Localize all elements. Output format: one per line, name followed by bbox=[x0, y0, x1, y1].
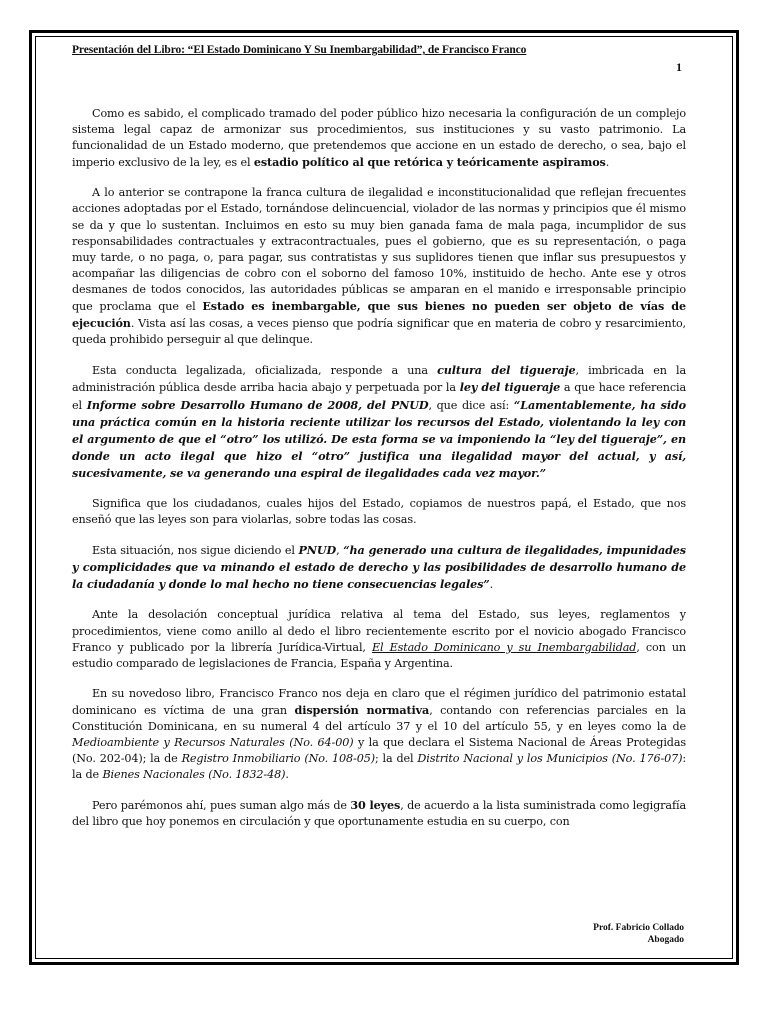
text-span: . bbox=[605, 156, 610, 170]
italic-text: Registro Inmobiliario (No. 108-05) bbox=[181, 752, 375, 766]
text-span: , de acuerdo a la lista suministrada como legigrafía del libro que hoy ponemos en circulación y que oportunamente estudia en su cuerpo, con bbox=[72, 799, 686, 829]
bold-italic-text: ley del tigueraje bbox=[459, 380, 561, 395]
text-span: a que hace referencia el bbox=[72, 381, 686, 412]
text-span: , bbox=[336, 544, 344, 558]
text-span: Esta situación, nos sigue diciendo el bbox=[92, 544, 299, 558]
paragraph-3 bbox=[72, 362, 686, 482]
text-span: . Vista así las cosas, a veces pienso que podría significar que en materia de cobro y resarcimiento, queda prohibido perseguir al que delinque. bbox=[72, 317, 686, 347]
text-span: y la que declara el Sistema Nacional de Áreas Protegidas (No. 202-04); la de bbox=[72, 736, 686, 766]
document-body bbox=[72, 106, 686, 845]
text-span: Ante la desolación conceptual jurídica relativa al tema del Estado, sus leyes, reglamentos y procedimientos, viene como anillo al dedo el libro recientemente escrito por el novicio abogado Francisco Franco y publicado por la librería Jurídica-Virtual, bbox=[72, 608, 686, 654]
signature-block bbox=[593, 922, 684, 946]
paragraph-8 bbox=[72, 797, 686, 830]
bold-text: dispersión normativa bbox=[294, 702, 430, 717]
paragraph-5 bbox=[72, 542, 686, 593]
text-span: Pero parémonos ahí, pues suman algo más de bbox=[92, 799, 351, 813]
quote-text: “ha generado una cultura de ilegalidades, impunidades y complicidades que va minando el estado de derecho y las posibilidades de desarrollo humano de la ciudadanía y donde lo mal hecho no tiene consecuencias legales” bbox=[72, 543, 686, 592]
text-span: Como es sabido, el complicado tramado del poder público hizo necesaria la configuración de un complejo sistema legal capaz de armonizar sus procedimientos, sus instituciones y su vasto patrimonio. La funcionalidad de un Estado moderno, que pretendemos que accione en un estado de derecho, o sea, bajo el imperio exclusivo de la ley, es el bbox=[72, 107, 686, 170]
text-span: . bbox=[489, 578, 494, 592]
bold-text: 30 leyes bbox=[350, 798, 401, 813]
page-number: 1 bbox=[676, 60, 682, 74]
text-span: , contando con referencias parciales en la Constitución Dominicana, en su numeral 4 del artículo 37 y el 10 del artículo 55, y en leyes como la de bbox=[72, 703, 686, 733]
italic-text: Medioambiente y Recursos Naturales (No. 64-00) bbox=[72, 736, 354, 750]
book-title: El Estado Dominicano y su Inembargabilidad bbox=[371, 640, 637, 654]
document-header: Presentación del Libro: “El Estado Dominicano Y Su Inembargabilidad”, de Francisco Franco bbox=[72, 44, 527, 56]
paragraph-7 bbox=[72, 686, 686, 784]
text-span: En su novedoso libro, Francisco Franco nos deja en claro que el régimen jurídico del patrimonio estatal dominicano es víctima de una gran bbox=[72, 686, 686, 717]
bold-italic-text: Informe sobre Desarrollo Humano de 2008, del PNUD bbox=[86, 397, 429, 412]
text-span: , imbricada en la administración pública desde arriba hacia abajo y perpetuada por la bbox=[72, 364, 686, 395]
bold-italic-text: PNUD bbox=[298, 543, 337, 558]
text-span: ; la del bbox=[374, 752, 418, 766]
text-span: . bbox=[285, 768, 289, 782]
text-span: Esta conducta legalizada, oficializada, responde a una bbox=[92, 364, 438, 378]
italic-text: Bienes Nacionales (No. 1832-48) bbox=[102, 768, 286, 782]
text-span: A lo anterior se contrapone la franca cultura de ilegalidad e inconstitucionalidad que reflejan frecuentes acciones adoptadas por el Estado, tornándose delincuencial, violador de las normas y principios que él mismo se da y que lo sustentan. Incluimos en esto su muy bien ganada fama de mala paga, incumplidor de sus responsabilidades contractuales y extracontractuales, pues el gobierno, que es su representación, o paga muy tarde, o no paga, o, para pagar, sus contratistas y sus suplidores tienen que inflar sus presupuestos y acompañar las diligencias de cobro con el soborno del famoso 10%, instituido de hecho. Ante ese y otros desmanes de todos conocidos, las autoridades públicas se amparan en el manido e irresponsable principio que proclama que el bbox=[72, 186, 686, 314]
paragraph-1 bbox=[72, 106, 686, 171]
paragraph-6 bbox=[72, 607, 686, 671]
paragraph-4 bbox=[72, 496, 686, 528]
bold-italic-text: cultura del tigueraje bbox=[437, 363, 576, 378]
signature-name: Prof. Fabricio Collado bbox=[593, 923, 684, 933]
text-span: : la de bbox=[72, 752, 687, 782]
text-span: , con un estudio comparado de legislaciones de Francia, España y Argentina. bbox=[72, 640, 686, 670]
italic-text: Distrito Nacional y los Municipios (No. 176-07) bbox=[417, 752, 683, 766]
text-span: Significa que los ciudadanos, cuales hijos del Estado, copiamos de nuestros papá, el Estado, que nos enseñó que las leyes son para violarlas, sobre todas las cosas. bbox=[72, 496, 686, 527]
paragraph-2 bbox=[72, 185, 686, 348]
bold-text: estadio político al que retórica y teóricamente aspiramos bbox=[253, 155, 606, 170]
signature-role: Abogado bbox=[647, 935, 684, 945]
bold-text: Estado es inembargable, que sus bienes no pueden ser objeto de vías de ejecución bbox=[72, 299, 686, 331]
text-span: , que dice así: bbox=[428, 398, 514, 412]
quote-text: “Lamentablemente, ha sido una práctica común en la historia reciente utilizar los recursos del Estado, violentando la ley con el argumento de que el “otro” los utilizó. De esta forma se va imponiendo la “ley del tigueraje”, en donde un acto ilegal que hizo el “otro” justifica una ilegalidad mayor del actual, y así, sucesivamente, se va generando una espiral de ilegalidades cada vez mayor.” bbox=[72, 397, 687, 480]
